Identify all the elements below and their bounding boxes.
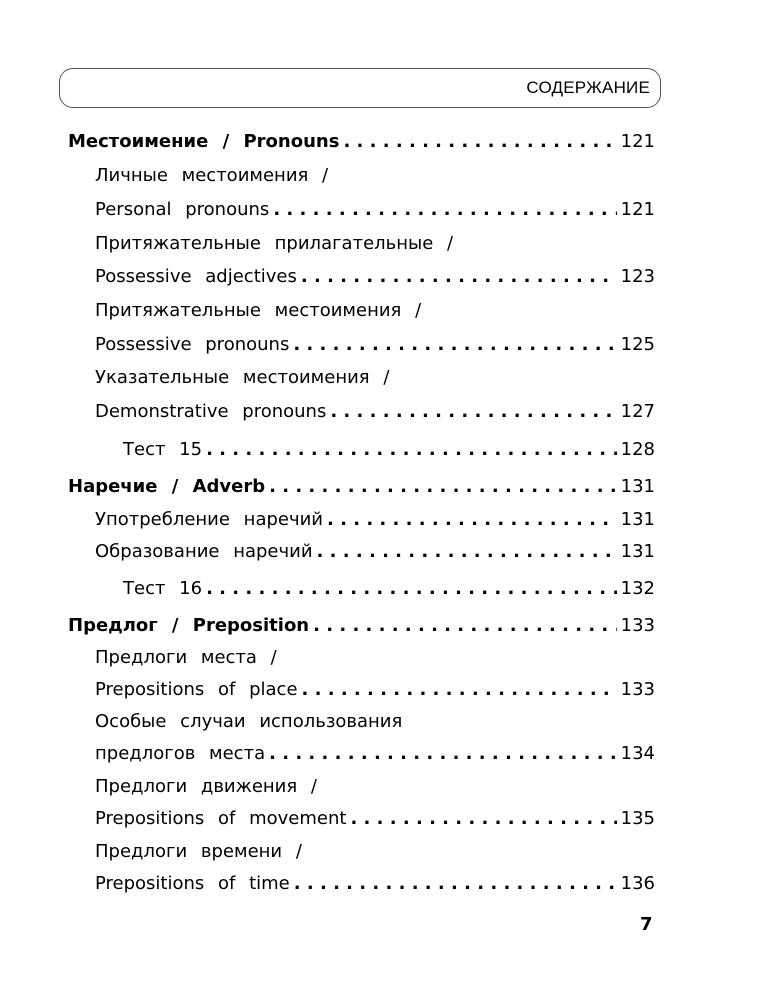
- toc-leader-dots: [327, 507, 617, 533]
- toc-entry-label: Употребление наречий: [95, 509, 324, 530]
- toc-leader-dots: [301, 264, 617, 290]
- toc-entry-page: 121: [620, 131, 655, 152]
- toc-leader-dots: [294, 871, 617, 897]
- toc-entry-label: Особые случаи использования: [95, 711, 403, 732]
- toc-leader-dots: [206, 576, 617, 602]
- toc-entry-special-cases-place-ru[interactable]: [95, 709, 402, 735]
- toc-entry-prepositions-of-movement[interactable]: [95, 806, 655, 832]
- toc-entry-label: Prepositions of time: [95, 873, 290, 894]
- toc-leader-dots: [206, 437, 617, 463]
- toc-entry-label: Prepositions of place: [95, 679, 298, 700]
- toc-entry-page: 131: [620, 541, 655, 562]
- toc-entry-label: Possessive pronouns: [95, 334, 290, 355]
- toc-leader-dots: [269, 474, 617, 500]
- toc-entry-pronouns[interactable]: [68, 129, 655, 155]
- toc-leader-dots: [343, 129, 616, 155]
- toc-entry-label: предлогов места: [95, 743, 266, 764]
- toc-entry-special-cases-place[interactable]: [95, 741, 655, 767]
- toc-entry-label: Предлоги движения /: [95, 776, 317, 797]
- toc-entry-prepositions-of-time-ru[interactable]: [95, 839, 302, 865]
- toc-leader-dots: [317, 539, 617, 565]
- toc-entry-page: 131: [620, 509, 655, 530]
- toc-entry-page: 123: [620, 266, 655, 287]
- toc-entry-page: 121: [620, 199, 655, 220]
- toc-entry-label: Тест 16: [123, 578, 203, 599]
- toc-entry-label: Prepositions of movement: [95, 808, 347, 829]
- toc-entry-page: 125: [620, 334, 655, 355]
- toc-entry-label: Притяжательные прилагательные /: [95, 233, 454, 254]
- toc-leader-dots: [269, 741, 617, 767]
- toc-entry-label: Указательные местоимения /: [95, 367, 390, 388]
- toc-leader-dots: [313, 613, 617, 639]
- toc-entry-adverb-usage[interactable]: [95, 507, 655, 533]
- toc-entry-label: Наречие / Adverb: [68, 476, 266, 497]
- toc-entry-page: 135: [620, 808, 655, 829]
- toc-entry-page: 128: [620, 439, 655, 460]
- toc-entry-preposition[interactable]: [68, 613, 655, 639]
- toc-entry-page: 132: [620, 578, 655, 599]
- toc-leader-dots: [293, 332, 616, 358]
- toc-entry-demonstrative-pronouns[interactable]: [95, 399, 655, 425]
- toc-entry-test-16[interactable]: [123, 576, 655, 602]
- toc-leader-dots: [302, 677, 617, 703]
- toc-entry-prepositions-of-movement-ru[interactable]: [95, 774, 317, 800]
- toc-entry-label: Образование наречий: [95, 541, 313, 562]
- toc-entry-label: Тест 15: [123, 439, 203, 460]
- toc-entry-adverb[interactable]: [68, 474, 655, 500]
- toc-leader-dots: [330, 399, 616, 425]
- toc-entry-prepositions-of-time[interactable]: [95, 871, 655, 897]
- toc-entry-personal-pronouns[interactable]: [95, 197, 655, 223]
- toc-entry-label: Предлоги места /: [95, 647, 277, 668]
- toc-entry-prepositions-of-place-ru[interactable]: [95, 645, 277, 671]
- toc-entry-page: 127: [620, 401, 655, 422]
- toc-entry-page: 136: [620, 873, 655, 894]
- toc-entry-label: Demonstrative pronouns: [95, 401, 327, 422]
- toc-entry-label: Personal pronouns: [95, 199, 270, 220]
- toc-entry-possessive-adjectives[interactable]: [95, 264, 655, 290]
- toc-entry-possessive-pronouns[interactable]: [95, 332, 655, 358]
- toc-entry-personal-pronouns-ru[interactable]: [95, 163, 328, 189]
- toc-entry-possessive-pronouns-ru[interactable]: [95, 298, 421, 324]
- toc-entry-label: Личные местоимения /: [95, 165, 329, 186]
- toc-entry-adverb-formation[interactable]: [95, 539, 655, 565]
- toc-entry-label: Местоимение / Pronouns: [68, 131, 340, 152]
- toc-entry-page: 131: [620, 476, 655, 497]
- running-header-title: СОДЕРЖАНИЕ: [526, 78, 650, 97]
- toc-leader-dots: [273, 197, 616, 223]
- toc-entry-label: Предлог / Preposition: [68, 615, 310, 636]
- toc-entry-demonstrative-pronouns-ru[interactable]: [95, 365, 389, 391]
- toc-entry-label: Possessive adjectives: [95, 266, 297, 287]
- toc-entry-label: Предлоги времени /: [95, 841, 302, 862]
- toc-entry-test-15[interactable]: [123, 437, 655, 463]
- toc-leader-dots: [350, 806, 616, 832]
- page-number: 7: [640, 914, 653, 935]
- toc-entry-page: 133: [620, 679, 655, 700]
- toc-entry-prepositions-of-place[interactable]: [95, 677, 655, 703]
- toc-entry-label: Притяжательные местоимения /: [95, 300, 422, 321]
- toc-entry-possessive-adjectives-ru[interactable]: [95, 231, 453, 257]
- toc-entry-page: 134: [620, 743, 655, 764]
- toc-entry-page: 133: [620, 615, 655, 636]
